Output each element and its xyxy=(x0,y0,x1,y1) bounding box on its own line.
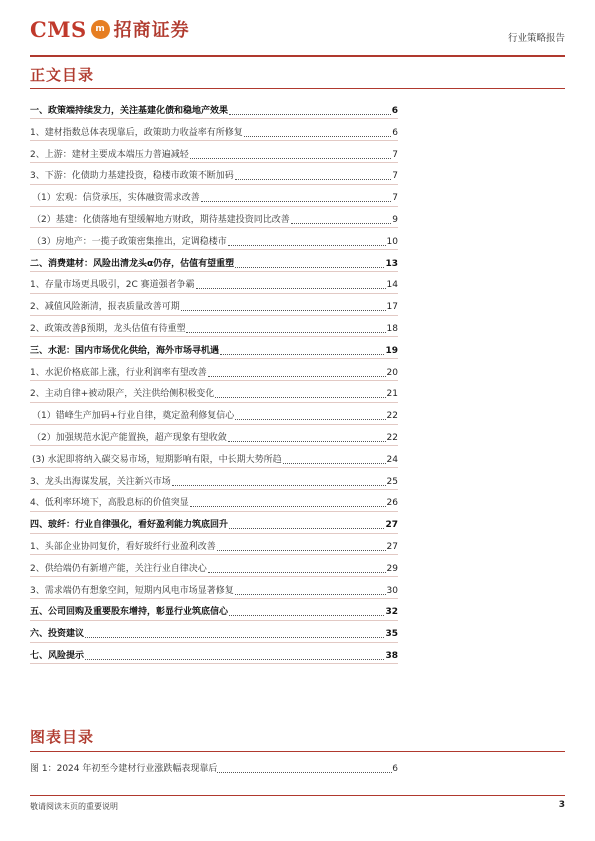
toc-entry[interactable] xyxy=(30,469,398,489)
toc-entry-text: 1、头部企业协同复价，看好玻纤行业盈利改善 xyxy=(30,541,216,552)
dot-leader xyxy=(190,158,392,159)
toc-entry[interactable] xyxy=(30,381,398,401)
dot-leader xyxy=(229,615,384,616)
dot-leader xyxy=(196,288,386,289)
toc-entry-page: 6 xyxy=(391,106,398,116)
toc-entry-text: （1）错峰生产加码+行业自律，奠定盈利修复信心 xyxy=(32,411,235,422)
dot-leader xyxy=(217,550,386,551)
toc-entry[interactable] xyxy=(30,360,398,380)
toc-entry-page: 7 xyxy=(392,171,398,182)
dot-leader xyxy=(186,332,385,333)
dot-leader xyxy=(244,136,392,137)
page-number: 3 xyxy=(558,800,565,810)
toc-entry-text: (3) 水泥即将纳入碳交易市场，短期影响有限，中长期大势所趋 xyxy=(32,454,282,465)
toc-entry[interactable] xyxy=(30,185,398,205)
toc-entry-page: 9 xyxy=(392,214,398,225)
dot-leader xyxy=(208,572,386,573)
toc-entry[interactable] xyxy=(30,512,398,532)
toc-entry-page: 26 xyxy=(386,498,398,509)
toc-entry-page: 20 xyxy=(386,367,398,378)
dot-leader xyxy=(201,201,392,202)
toc-entry-text: 1、水泥价格底部上涨，行业利润率有望改善 xyxy=(30,367,207,378)
toc-entry-page: 21 xyxy=(386,389,398,400)
toc-entry-text: 2、主动自律+被动限产，关注供给侧积极变化 xyxy=(30,389,215,400)
dot-leader xyxy=(190,506,386,507)
dot-leader xyxy=(217,772,392,773)
footer-divider xyxy=(30,795,565,796)
cms-logo xyxy=(30,16,190,42)
dot-leader xyxy=(172,485,386,486)
toc-entry-page: 13 xyxy=(385,258,398,269)
toc-entry-page: 14 xyxy=(386,280,398,291)
dot-leader xyxy=(215,397,385,398)
toc-entry-text: 二、消费建材：风险出清龙头α仍存，估值有望重塑 xyxy=(30,258,235,269)
toc-entry-page: 38 xyxy=(385,650,398,661)
dot-leader xyxy=(229,114,391,115)
toc-entry-page: 24 xyxy=(386,454,398,465)
toc-entry-text: 3、下游：化债助力基建投资，稳楼市政策不断加码 xyxy=(30,171,234,182)
dot-leader xyxy=(229,528,384,529)
toc-entry-text: 四、玻纤：行业自律强化，看好盈利能力筑底回升 xyxy=(30,520,229,531)
toc-entry-text: 3、龙头出海谋发展，关注新兴市场 xyxy=(30,476,171,487)
dot-leader xyxy=(228,245,386,246)
toc-entry-page: 27 xyxy=(386,541,398,552)
toc-entry-text: 1、建材指数总体表现靠后，政策助力收益率有所修复 xyxy=(30,127,243,138)
toc-entry-page: 10 xyxy=(386,236,398,247)
dot-leader xyxy=(181,310,386,311)
toc-entry[interactable] xyxy=(30,447,398,467)
dot-leader xyxy=(208,376,386,377)
toc-entry[interactable] xyxy=(30,621,398,641)
toc-entry-page: 35 xyxy=(385,629,398,640)
toc-title: 正文目录 xyxy=(30,66,95,84)
toc-entry-text: （2）基建：化债落地有望缓解地方财政，期待基建投资同比改善 xyxy=(32,214,290,225)
figures-title: 图表目录 xyxy=(30,728,95,746)
page-header xyxy=(30,16,565,52)
dot-leader xyxy=(85,659,384,660)
figure-entry-page: 6 xyxy=(392,764,398,774)
toc-entry[interactable] xyxy=(30,534,398,554)
toc-entry[interactable] xyxy=(30,207,398,227)
toc-entry-text: 三、水泥：国内市场优化供给，海外市场寻机遇 xyxy=(30,345,220,356)
toc-entry-text: 七、风险提示 xyxy=(30,650,85,661)
dot-leader xyxy=(228,441,386,442)
toc-entry-text: 2、上游：建材主要成本端压力普遍减轻 xyxy=(30,149,189,160)
entry-underline xyxy=(30,663,398,664)
toc-entry-text: 2、政策改善β预期，龙头估值有待重塑 xyxy=(30,323,186,334)
toc-entry[interactable] xyxy=(30,490,398,510)
toc-entry-page: 22 xyxy=(386,432,398,443)
toc-entry[interactable] xyxy=(30,163,398,183)
toc-entry[interactable] xyxy=(30,316,398,336)
logo-latin-text: CMS xyxy=(30,16,87,42)
figure-list xyxy=(30,760,398,776)
toc-entry-text: 2、减值风险渐清，报表质量改善可期 xyxy=(30,302,180,313)
table-of-contents xyxy=(30,98,398,665)
toc-entry-page: 17 xyxy=(386,302,398,313)
toc-entry[interactable] xyxy=(30,229,398,249)
toc-entry-text: （1）宏观：信贷承压，实体融资需求改善 xyxy=(32,193,200,204)
dot-leader xyxy=(235,419,385,420)
toc-entry[interactable] xyxy=(30,425,398,445)
logo-badge-icon: m xyxy=(91,20,110,39)
toc-entry[interactable] xyxy=(30,338,398,358)
dot-leader xyxy=(85,637,384,638)
dot-leader xyxy=(220,354,384,355)
toc-entry[interactable] xyxy=(30,272,398,292)
toc-entry[interactable] xyxy=(30,142,398,162)
toc-title-divider xyxy=(30,88,565,89)
toc-entry-text: 4、低利率环境下，高股息标的价值突显 xyxy=(30,498,189,509)
logo-chinese-text: 招商证券 xyxy=(113,20,190,41)
figure-entry[interactable] xyxy=(30,760,398,776)
toc-entry[interactable] xyxy=(30,294,398,314)
toc-entry-page: 27 xyxy=(385,520,398,531)
toc-entry[interactable] xyxy=(30,578,398,598)
toc-entry-page: 6 xyxy=(392,127,398,138)
toc-entry-text: 六、投资建议 xyxy=(30,629,85,640)
toc-entry-text: 一、政策端持续发力，关注基建化债和稳地产效果 xyxy=(30,106,229,116)
toc-entry-text: 2、供给端仍有新增产能，关注行业自律决心 xyxy=(30,563,207,574)
toc-entry-page: 19 xyxy=(385,345,398,356)
toc-entry[interactable] xyxy=(30,556,398,576)
toc-entry-text: 五、公司回购及重要股东增持，彰显行业筑底信心 xyxy=(30,607,229,618)
dot-leader xyxy=(291,223,392,224)
figures-title-divider xyxy=(30,751,565,752)
toc-entry[interactable] xyxy=(30,98,398,118)
toc-entry-page: 29 xyxy=(386,563,398,574)
figure-entry-text: 图 1：2024 年初至今建材行业涨跌幅表现靠后 xyxy=(30,764,218,774)
toc-entry[interactable] xyxy=(30,403,398,423)
footer-disclaimer: 敬请阅读末页的重要说明 xyxy=(30,802,118,811)
toc-entry-text: 1、存量市场更具吸引，2C 赛道强者争霸 xyxy=(30,280,195,291)
dot-leader xyxy=(235,594,386,595)
header-divider xyxy=(30,55,565,57)
toc-entry-page: 30 xyxy=(386,585,398,596)
toc-entry-text: 3、需求端仍有想象空间，短期内风电市场显著修复 xyxy=(30,585,234,596)
toc-entry[interactable] xyxy=(30,643,398,663)
toc-entry-page: 7 xyxy=(392,149,398,160)
toc-entry[interactable] xyxy=(30,251,398,271)
toc-entry[interactable] xyxy=(30,120,398,140)
toc-entry[interactable] xyxy=(30,599,398,619)
dot-leader xyxy=(235,179,392,180)
toc-entry-page: 32 xyxy=(385,607,398,618)
dot-leader xyxy=(235,267,384,268)
toc-entry-page: 22 xyxy=(386,411,398,422)
dot-leader xyxy=(283,463,386,464)
toc-entry-text: （3）房地产：一揽子政策密集推出，定调稳楼市 xyxy=(32,236,227,247)
report-type-label: 行业策略报告 xyxy=(507,33,565,44)
toc-entry-text: （2）加强规范水泥产能置换，超产现象有望收敛 xyxy=(32,432,227,443)
toc-entry-page: 18 xyxy=(386,323,398,334)
toc-entry-page: 7 xyxy=(392,193,398,204)
toc-entry-page: 25 xyxy=(386,476,398,487)
